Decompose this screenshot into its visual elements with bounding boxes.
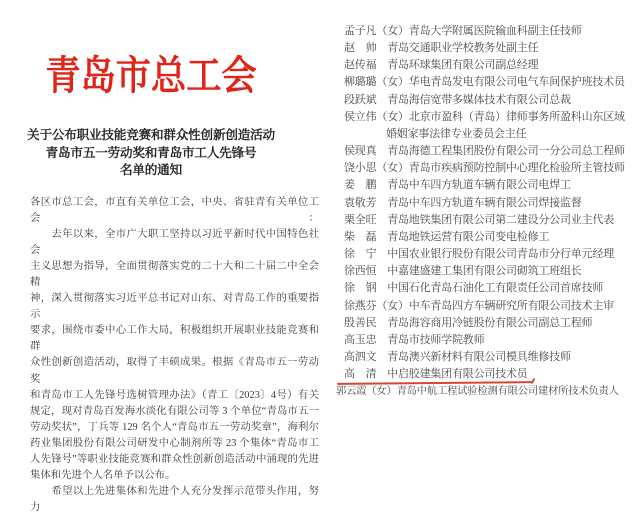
body-line: 药业集团股份有限公司研发中心制剂所等 23 个集体“青岛市工 xyxy=(30,436,319,452)
roster-line: 侯现真 青岛海德工程集团股份有限公司一分公司总工程师 xyxy=(344,143,625,160)
masthead-title: 青岛市总工会 xyxy=(45,44,256,101)
masthead xyxy=(0,44,302,101)
roster-line: 高玉忠 青岛市技师学院教师 xyxy=(344,332,484,349)
roster-line: 赵传福 青岛环球集团有限公司副总经理 xyxy=(344,57,538,74)
body-line: 劳动奖状”，丁兵等 129 名个人“青岛市五一劳动奖章”，海利尔 xyxy=(30,420,319,436)
roster-line: 栗全旺 青岛地铁集团有限公司第二建设分公司业主代表 xyxy=(344,212,614,229)
roster-line: 徐 钢 中国石化青岛石油化工有限责任公司首席技师 xyxy=(344,280,603,297)
roster xyxy=(344,23,632,400)
body-line: 去年以来，全市广大职工坚持以习近平新时代中国特色社会 xyxy=(30,227,319,259)
notice-page xyxy=(0,0,322,415)
roster-line: 段跃斌 青岛海信宽带多媒体技术有限公司总裁 xyxy=(344,92,571,109)
roster-line: 姜 鹏 青岛中车四方轨道车辆有限公司电焊工 xyxy=(344,177,571,194)
notice-heading xyxy=(0,127,302,180)
roster-line: 柳璐璐（女）华电青岛发电有限公司电气车间保护班技术员 xyxy=(344,74,625,91)
roster-line: 殷善民 青岛海容商用冷链股份有限公司副总工程师 xyxy=(344,315,592,332)
body-line: 集体和先进个人名单予以公布。 xyxy=(30,468,319,484)
body-line: 和青岛市工人先锋号选树管理办法》（青工〔2023〕4号）有关 xyxy=(30,388,319,404)
body-line: 人先锋号”等职业技能竞赛和群众性创新创造活动中涌现的先进 xyxy=(30,452,319,468)
roster-line: 袁敬芳 青岛中车四方轨道车辆有限公司焊接监督 xyxy=(344,195,582,212)
roster-line: 徐西恒 中嘉建盛建工集团有限公司砌筑工班组长 xyxy=(344,263,582,280)
roster-line: 婚姻家事法律专业委员会主任 xyxy=(386,126,526,143)
body-line: 众性创新创造活动，取得了丰硕成果。根据《青岛市五一劳动奖 xyxy=(30,355,319,387)
roster-line: 高泗文 青岛澳兴新材料有限公司模具维修技师 xyxy=(344,349,571,366)
roster-line: 郭云霞（女）青岛中航工程试验检测有限公司建材所技术负责人 xyxy=(336,383,619,400)
heading-line: 名单的通知 xyxy=(0,162,302,180)
body-line: 希望以上先进集体和先进个人充分发挥示范带头作用，努力 xyxy=(30,484,319,516)
body-line: 神，深入贯彻落实习近平总书记对山东、对青岛工作的重要指示 xyxy=(30,291,319,323)
roster-line-underlined: 高 清 中启胶建集团有限公司技术员 xyxy=(344,366,528,383)
roster-line: 赵 帅 青岛交通职业学校教务处副主任 xyxy=(344,40,538,57)
body-line: 规定，现对青岛百发海水淡化有限公司等 3 个单位“青岛市五一 xyxy=(30,404,319,420)
roster-line: 徐燕芬（女）中车青岛四方车辆研究所有限公司技术主审 xyxy=(344,298,614,315)
body-line: 主义思想为指导，全面贯彻落实党的二十大和二十届二中全会精 xyxy=(30,259,319,291)
body-line: 各区市总工会，市直有关单位工会，中央、省驻青有关单位工会： xyxy=(30,195,319,227)
roster-line: 侯立伟（女）北京市盈科（青岛）律师事务所盈科山东区域 xyxy=(344,109,625,126)
notice-body xyxy=(30,195,319,516)
body-line: 要求，围绕市委中心工作大局，积极组织开展职业技能竞赛和群 xyxy=(30,323,319,355)
roster-line: 柴 磊 青岛地铁运营有限公司变电检修工 xyxy=(344,229,549,246)
heading-line: 青岛市五一劳动奖和青岛市工人先锋号 xyxy=(0,145,302,163)
roster-line: 徐 宁 中国农业银行股份有限公司青岛市分行单元经理 xyxy=(344,246,614,263)
heading-line: 关于公布职业技能竞赛和群众性创新创造活动 xyxy=(0,127,302,145)
roster-line: 孟子凡（女）青岛大学附属医院输血科副主任技师 xyxy=(344,23,582,40)
roster-line: 饶小思（女）青岛市疾病预防控制中心理化检验所主管技师 xyxy=(344,160,625,177)
